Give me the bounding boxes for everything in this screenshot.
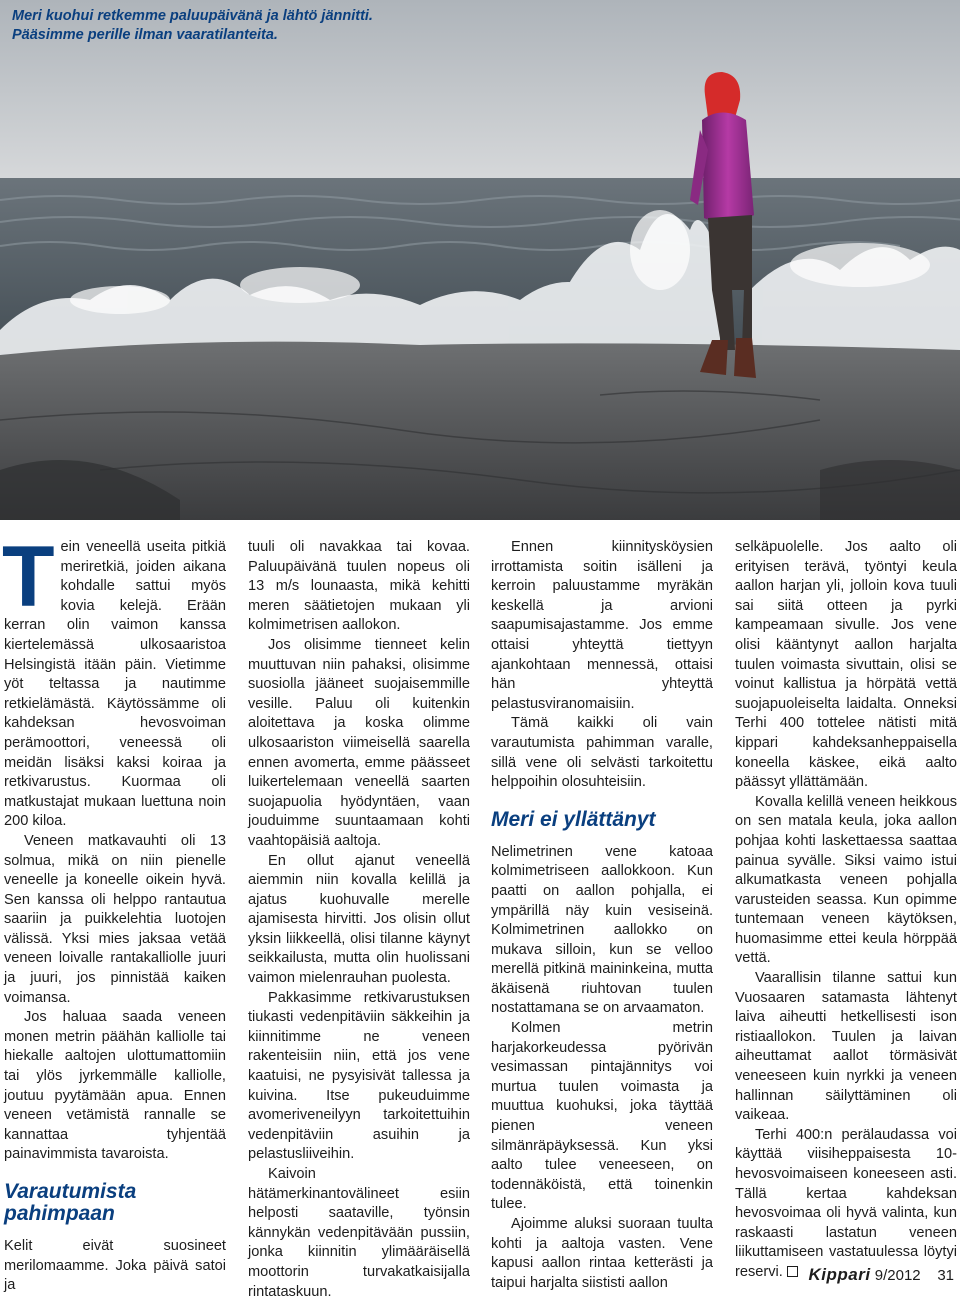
page-footer [809, 1265, 954, 1285]
page-number: 31 [937, 1267, 954, 1284]
paragraph: Kaivoin hätämerkinantovälineet esiin helposti saataville, työnsin kännykän vedenpitävään pussiin, jonka kiinnitin ylimääräisellä moottorin turvakatkaisijalla rintataskuun. [248, 1166, 470, 1300]
paragraph: Tein veneellä useita pitkiä meriretkiä, joiden aikana kohdalle sattui myös kovia kelejä. Erään kerran olin vaimon kanssa kiertelemässä ulkosaaristoa Helsingistä itään päin. Vietimme yöt teltassa ja nautimme retkielämästä. Käytössämme oli kahdeksan hevosvoiman perämoottori, veneessä oli meidän lisäksi kaksi koiraa ja retkivarustus. Kuormaa oli matkustajat mukaan luettuna noin 200 kiloa. [2, 529, 226, 830]
drop-cap: T [2, 529, 55, 625]
photo-caption [12, 7, 482, 45]
hero-photo [0, 0, 960, 520]
seascape-illustration [0, 0, 960, 520]
paragraph: Vaarallisin tilanne sattui kun Vuosaaren satamasta lähtenyt laiva aiheutti hetkellisesti ison ristiaallokon. Tuulen ja laivan aiheuttamat aallot törmäsivät veneeseen kuin nyrkki ja veneen hallinnan säilyttäminen oli vaikeaa. [735, 970, 957, 1124]
article-column-4 [735, 538, 957, 1283]
subheading: Varautumista pahimpaan [4, 1180, 137, 1225]
paragraph: Kolmen metrin harjakorkeudessa pyörivän vesimassan pintajännitys voi murtua tuulen voimasta ja muuttua kuohuksi, joka täyttää pienen veneen silmänräpäyksessä. Kun yksi aalto tulee veneeseen, on todennäköistä, että toinenkin tulee. [491, 1020, 713, 1213]
article-column-1 [2, 529, 226, 1296]
paragraph: Ennen kiinnitysköysien irrottamista soitin isälleni ja kerroin paluustamme myräkän keskellä ja arvioni saapumisajastamme. Jos emme ottaisi yhteyttä tiettyyn ajankohtaan mennessä, ottaisi hän yhteyttä pelastusviranomaisiin. [491, 539, 713, 712]
paragraph: selkäpuolelle. Jos aalto oli erityisen terävä, työntyi keula aallon harjan yli, jolloin kova tuuli sai siitä otteen ja pyrki kampeamaan sivulle. Jos vene olisi kääntynyt aallon harjalta tuulen voimasta sivuttain, olisi se voinut kallistua ja hörpätä vettä suojapuoleiselta laidalta. Onneksi Terhi 400 tottelee nätisti mitä kippari kahdeksanheppaisella koneella käskee, eikä aalto päässyt yllättämään. [735, 539, 957, 791]
paragraph: En ollut ajanut veneellä aiemmin niin kovalla kelillä ja ajatus kuohuvalle merelle ajamisesta hirvitti. Jos olisin ollut yksin liikkeellä, olisi tilanne käynyt seikkailusta, mutta olin huolissani vaimon mielenrauhan puolesta. [248, 852, 470, 987]
end-mark-icon [787, 1266, 798, 1277]
paragraph: tuuli oli navakkaa tai kovaa. Paluupäivänä tuulen nopeus oli 13 m/s lounaasta, mikä kehitti meren säätietojen mukaan yli kolmimetrisen aallokon. [248, 539, 470, 634]
paragraph: Terhi 400:n perälaudassa voi käyttää viisiheppaisesta 10-hevosvoimaiseen koneeseen asti. Tällä kertaa kahdeksan hevosvoimaa oli hyvä valinta, kun raskaasti lastatun veneen liikuttamiseen vastatuulessa löytyi reservi. [735, 1126, 957, 1280]
magazine-name: Kippari [808, 1265, 871, 1284]
paragraph: Tämä kaikki oli vain varautumista pahimman varalle, sillä vene oli selvästi tarkoitettu helppoihin olosuhteisiin. [491, 715, 713, 791]
paragraph: Jos haluaa saada veneen monen metrin päähän kalliolle tai hiekalle aaltojen ulottumattomiin tai ylös jyrkemmälle kalliolle, joutuu pyytämään apua. Ennen veneen vetämistä rannalle se kannattaa tyhjentää painavimmista tavaroista. [4, 1009, 226, 1163]
paragraph: Kelit eivät suosineet merilomaamme. Joka päivä satoi ja [4, 1238, 226, 1294]
paragraph: Jos olisimme tienneet kelin muuttuvan niin pahaksi, olisimme suosiolla jääneet suojaisemmille vesille. Paluu oli kuitenkin aloitettava ja koska olimme ulkosaariston viimeisellä saarella ennen avomerta, emme päässeet luikertelemaan veneellä saarten suojapuolia hyödyntäen, vaan jouduimme suuntaamaan kohti vaahtopäisiä aaltoja. [248, 636, 470, 849]
paragraph: Ajoimme aluksi suoraan tuulta kohti ja aaltoja vasten. Vene kapusi aallon rintaa ketterästi ja taipui harjalta siististi aallon [491, 1216, 713, 1291]
subheading: Meri ei yllättänyt [491, 807, 656, 831]
paragraph: Veneen matkavauhti oli 13 solmua, mikä on niin pienelle veneelle ja koneelle oikein hyvä. Sen kanssa oli helppo rantautua saariin ja puikkelehtia luotojen välissä. Yksi mies jaksaa vetää veneen loivalle rantakalliolle juuri ja juuri, jos pinnistää kaiken voimansa. [4, 832, 226, 1006]
paragraph: Pakkasimme retkivarustuksen tiukasti vedenpitäviin säkkeihin ja kiinnitimme ne veneen rakenteisiin niin, että jos vene kaatuisi, ne pysyisivät tallessa ja kuivina. Itse pukeuduimme avomeriveneilyyn tarkoitettuihin vedenpitäviin asuihin ja pelastusliiveihin. [248, 989, 470, 1163]
paragraph: Nelimetrinen vene katoaa kolmimetriseen aallokkoon. Kun paatti on aallon pohjalla, ei ympärillä näy kuin vesiseinä. Kolmimetrinen aallokko on mukava silloin, kun se velloo merellä pitkinä maininkeina, mutta äkäisenä riuhtovan tuulen nostattamana se on arvaamaton. [491, 843, 713, 1017]
article-column-3 [491, 538, 713, 1293]
caption-line-1: Meri kuohui retkemme paluupäivänä ja lähtö jännitti. [12, 8, 373, 24]
caption-line-2: Pääsimme perille ilman vaaratilanteita. [12, 27, 278, 43]
paragraph: Kovalla kelillä veneen heikkous on sen matala keula, joka aallon pohjaa kohti laskettaessa saattaa painua syvälle. Siksi vaimo istui alkumatkasta veneen pohjalla varusteiden seassa. Kun opimme tuntemaan veneen käytöksen, huomasimme ettei keula hörppää vettä. [735, 793, 958, 967]
article-column-2 [248, 538, 470, 1302]
issue-number: 9/2012 [874, 1267, 921, 1284]
